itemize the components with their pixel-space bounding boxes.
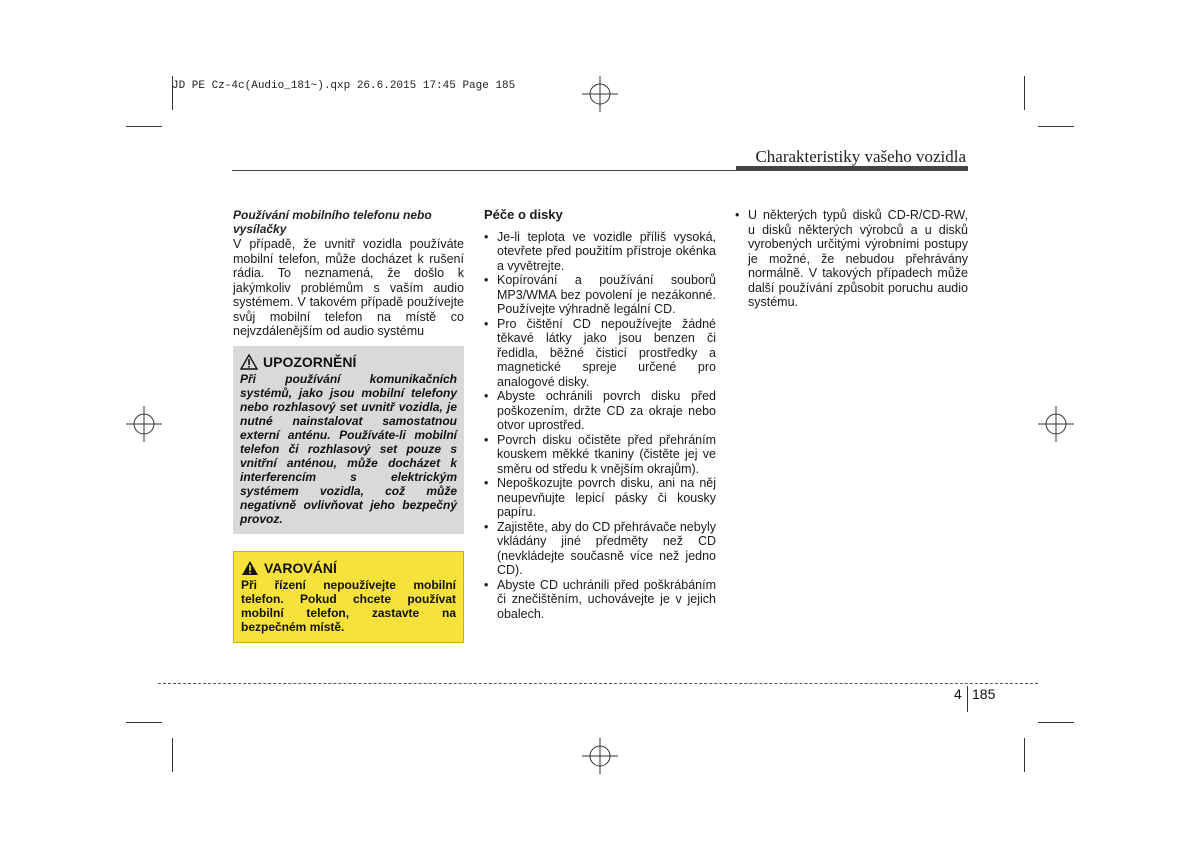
list-item: • Kopírování a používání souborů MP3/WMA bez povolení je nezákonné. Používejte výhradně legální CD. — [484, 273, 716, 317]
body-paragraph: V případě, že uvnitř vozidla používáte mobilní telefon, může docházet k rušení rádia. To neznamená, že došlo k jakýmkoliv problémům s vaším audio systémem. V takovém případě používejte svůj mobilní telefon na místě co nejvzdálenějším od audio systému — [233, 237, 464, 338]
notice-box — [233, 346, 464, 534]
warning-text: Při řízení nepoužívejte mobilní telefon. Pokud chcete používat mobilní telefon, zastavte na bezpečném místě. — [241, 578, 456, 634]
list-item: • Zajistěte, aby do CD přehrávače nebyly vkládány jiné předměty než CD (nevkládejte současně více než jedno CD). — [484, 520, 716, 578]
registration-mark-icon — [582, 76, 618, 112]
warning-title: VAROVÁNÍ — [264, 560, 337, 576]
header-rule — [232, 170, 736, 171]
crop-mark — [172, 738, 173, 772]
crop-mark — [126, 126, 162, 127]
right-column — [735, 208, 968, 310]
page-header-title: Charakteristiky vašeho vozidla — [755, 147, 966, 166]
registration-mark-icon — [582, 738, 618, 774]
section-subheading: Používání mobilního telefonu nebo vysílačky — [233, 208, 432, 236]
bullet-list — [484, 230, 716, 622]
warning-box — [233, 551, 464, 643]
list-item: • Je-li teplota ve vozidle příliš vysoká, otevřete před použitím přístroje okénka a vyvětrejte. — [484, 230, 716, 274]
crop-mark — [1024, 76, 1025, 110]
footer-rule — [158, 683, 1038, 684]
list-item: • Abyste ochránili povrch disku před poškozením, držte CD za okraje nebo otvor uprostřed. — [484, 389, 716, 433]
caution-triangle-icon — [240, 354, 258, 370]
crop-mark — [1038, 126, 1074, 127]
list-item: • Povrch disku očistěte před přehráním kouskem měkké tkaniny (čistěte jej ve směru od středu k vnějším okrajům). — [484, 433, 716, 477]
print-slug: JD PE Cz-4c(Audio_181~).qxp 26.6.2015 17:45 Page 185 — [172, 80, 516, 92]
page-number: 185 — [972, 686, 996, 702]
left-column — [233, 208, 464, 339]
list-item: • U některých typů disků CD-R/CD-RW, u disků některých výrobců a u disků vyrobených určitými výrobními postupy je možné, že nebudou přehrávány normálně. V takových případech může další používání způsobit poruchu audio systému. — [735, 208, 968, 310]
middle-column — [484, 208, 716, 621]
warning-header — [241, 560, 456, 576]
registration-mark-icon — [126, 406, 162, 442]
warning-triangle-icon — [241, 560, 259, 576]
section-title: Péče o disky — [484, 207, 563, 222]
header-rule-thick — [736, 166, 968, 171]
list-item: • Nepoškozujte povrch disku, ani na něj neupevňujte lepicí pásky či kousky papíru. — [484, 476, 716, 520]
notice-title: UPOZORNĚNÍ — [263, 354, 357, 370]
crop-mark — [1024, 738, 1025, 772]
list-item: • Pro čištění CD nepoužívejte žádné těkavé látky jako jsou benzen či ředidla, běžné čisticí prostředky a magnetické spreje určené pro analogové disky. — [484, 317, 716, 390]
page-number-divider — [967, 686, 968, 712]
bullet-list — [735, 208, 968, 310]
registration-mark-icon — [1038, 406, 1074, 442]
list-item: • Abyste CD uchránili před poškrábáním či znečištěním, uchovávejte je v jejich obalech. — [484, 578, 716, 622]
notice-header — [240, 354, 457, 370]
chapter-number: 4 — [954, 686, 962, 702]
crop-mark — [1038, 722, 1074, 723]
notice-text: Při používání komunikačních systémů, jako jsou mobilní telefony nebo rozhlasový set uvnitř vozidla, je nutné nainstalovat samostatnou externí anténu. Používáte-li mobilní telefon či rozhlasový set pouze s vnitřní anténou, může docházet k interferencím s elektrickým systémem vozidla, což může negativně ovlivňovat jeho bezpečný provoz. — [240, 372, 457, 526]
crop-mark — [126, 722, 162, 723]
